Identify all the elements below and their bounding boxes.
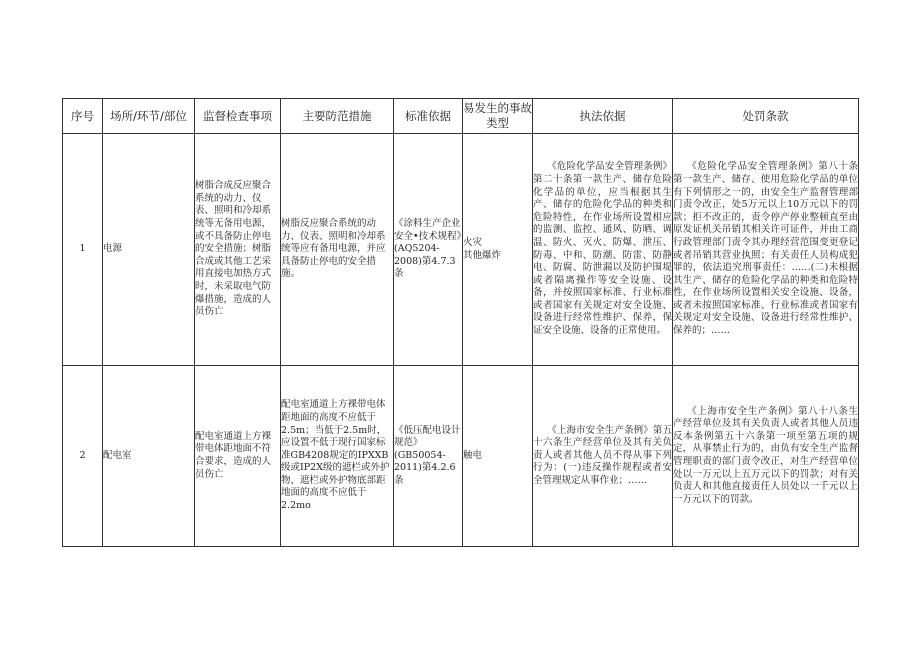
row-number: 1 [63,134,103,366]
row-standard-basis: 《低压配电设计规范》(GB50054-2011)第4.2.6条 [394,366,463,547]
header-penalty-clause: 处罚条款 [673,99,859,134]
header-place: 场所/环节/部位 [103,99,195,134]
row-inspection-items: 树脂合成反应聚合系统的动力、仪表、照明和冷却系统等无备用电源，或不具备防止停电的安全措施；树脂合成或其他工艺采用直接电加热方式时，未采取电气防爆措施，造成的人员伤亡 [195,134,281,366]
row-inspection-items: 配电室通道上方裸带电体距地面不符合要求，造成的人员伤亡 [195,366,281,547]
table-row [63,366,859,547]
row-place: 配电室 [103,366,195,547]
header-accident-type: 易发生的事故类型 [463,99,533,134]
row-prevention-measures: 配电室通道上方裸带电体距地面的高度不应低于2.5m；当低于2.5m时，应设置不低于现行国家标准GB4208规定的IPXXB级或IP2X级的遮栏或外护物，遮栏或外护物底部距地面的高度不应低于2.2mo [281,366,394,547]
row-legal-basis: 《上海市安全生产条例》第五十六条生产经营单位及其有关负责人或者其他人员不得从事下列行为：(一)违反操作规程或者安全管理规定从事作业；…… [533,366,673,547]
row-prevention-measures: 树脂反应聚合系统的动力、仪表、照明和冷却系统等应有备用电源，并应具备防止停电的安全措施。 [281,134,394,366]
table-row [63,134,859,366]
row-accident-type: 火灾 其他爆炸 [463,134,533,366]
row-accident-type: 触电 [463,366,533,547]
row-penalty-clause: 《危险化学品安全管理条例》第八十条第一款生产、储存、使用危险化学品的单位有下列情形之一的，由安全生产监督管理部门责令改正，处5万元以上10万元以下的罚款；拒不改正的，责令停产停业整顿直至由原发证机关吊销其相关许可证件，并由工商行政管理部门责令其办理经营范围变更登记或者吊销其营业执照；有关责任人员构成犯罪的，依法追究刑事责任：……(二)未根据其生产、储存的危险化学品的种类和危险特性，在作业场所设置相关安全设施、设备，或者未按照国家标准、行业标准或者国家有关规定对安全设施、设备进行经常性维护、保养的；…… [673,134,859,366]
row-place: 电源 [103,134,195,366]
row-legal-basis: 《危险化学品安全管理条例》第二十条第一款生产、储存危险化学品的单位，应当根据其生产、储存的危险化学品的种类和危险特性，在作业场所设置相应的监测、监控、通风、防晒、调温、防火、灭火、防爆、泄压、防毒、中和、防潮、防雷、防静电、防腐、防泄漏以及防护围堤或者隔离操作等安全设施、设备，并按照国家标准、行业标准或者国家有关规定对安全设施、设备进行经常性维护、保养，保证安全设施、设备的正常使用。 [533,134,673,366]
header-number: 序号 [63,99,103,134]
header-standard-basis: 标准依据 [394,99,463,134]
hazard-inspection-table [62,98,859,547]
row-penalty-clause: 《上海市安全生产条例》第八十八条生产经营单位及其有关负责人或者其他人员违反本条例第五十六条第一项至第五项的规定，从事禁止行为的，由负有安全生产监督管理职责的部门责令改正，对生产经营单位处以一万元以上五万元以下的罚款；对有关负责人和其他直接责任人员处以一千元以上一万元以下的罚款。 [673,366,859,547]
row-standard-basis: 《涂料生产企业安全•技术规程》(AQ5204-2008)第4.7.3条 [394,134,463,366]
header-prevention-measures: 主要防范措施 [281,99,394,134]
row-number: 2 [63,366,103,547]
header-legal-basis: 执法依据 [533,99,673,134]
header-row [63,99,859,134]
header-inspection-items: 监督检查事项 [195,99,281,134]
